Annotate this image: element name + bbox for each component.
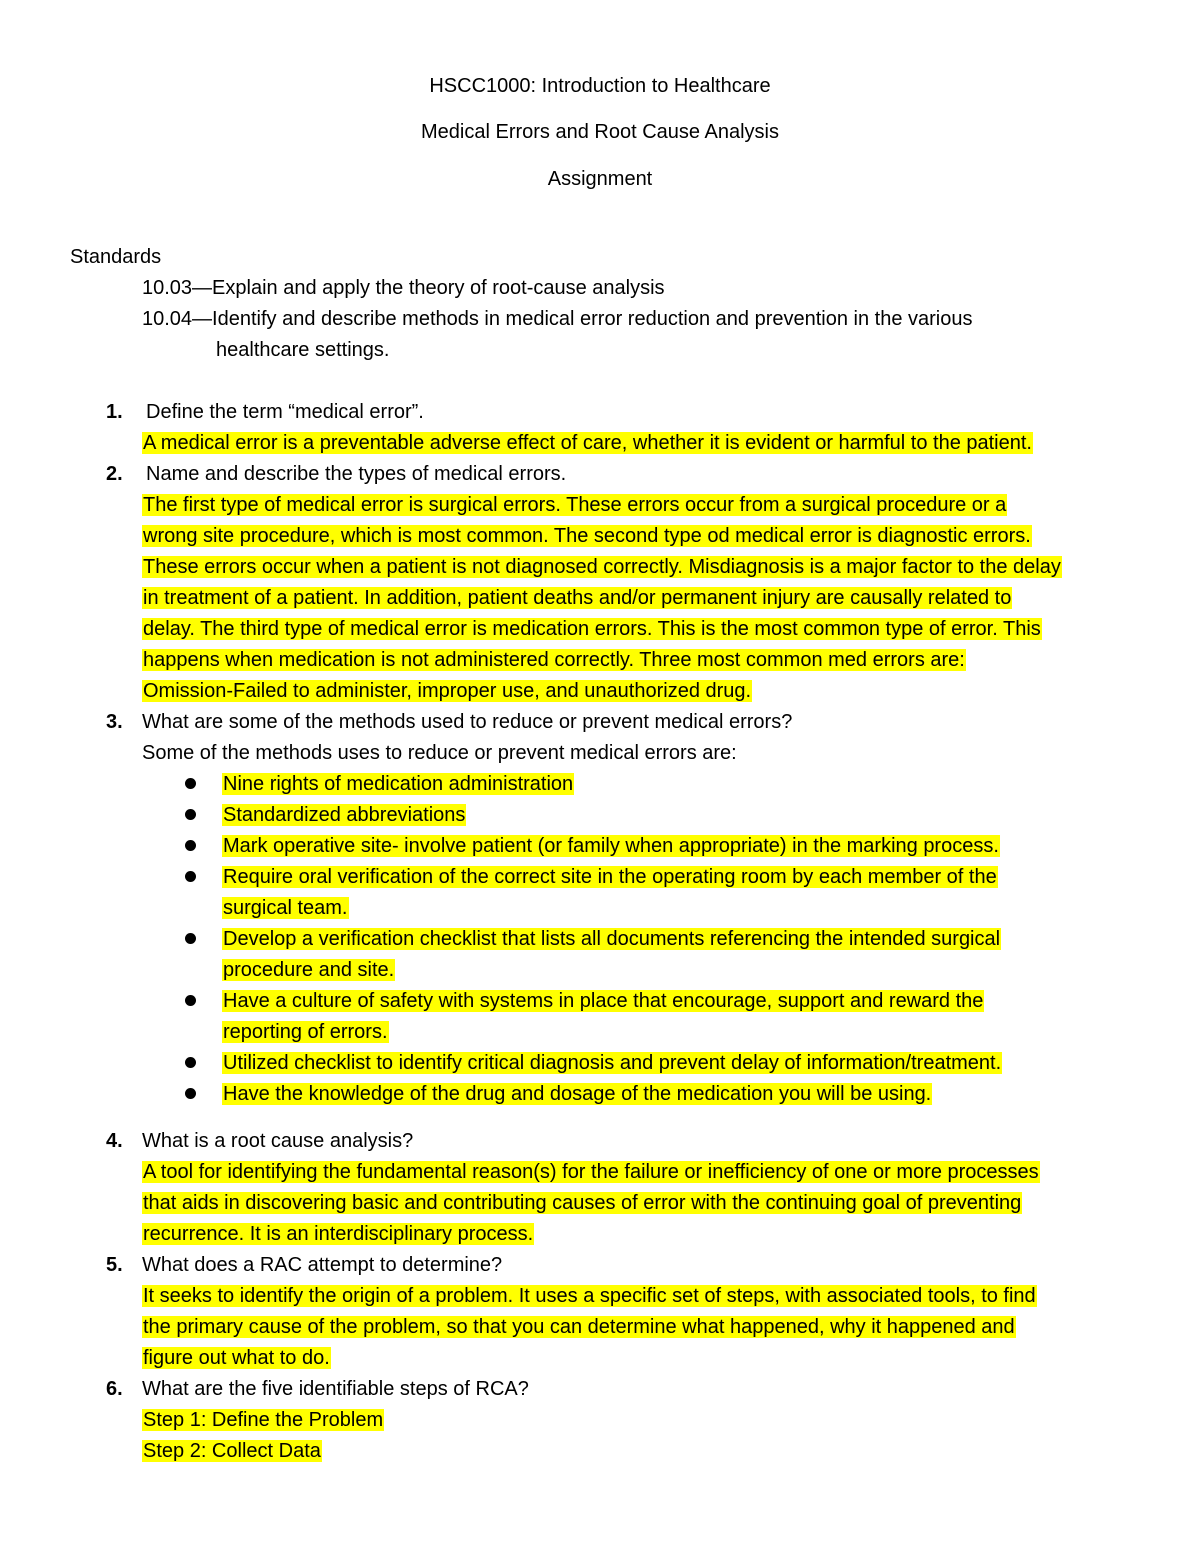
method-item: Develop a verification checklist that lists all documents referencing the intended surgical — [223, 928, 1001, 950]
question-4: What is a root cause analysis? — [142, 1130, 414, 1152]
question-3: What are some of the methods used to reduce or prevent medical errors? — [142, 711, 793, 733]
question-number: 5. — [106, 1254, 123, 1276]
answer-3-intro: Some of the methods uses to reduce or prevent medical errors are: — [142, 742, 737, 764]
question-number: 4. — [106, 1130, 123, 1152]
method-item: Standardized abbreviations — [223, 804, 466, 826]
question-2: Name and describe the types of medical errors. — [146, 463, 567, 485]
method-item: Have a culture of safety with systems in place that encourage, support and reward the — [223, 990, 984, 1012]
question-number: 3. — [106, 711, 123, 733]
standard-10-04: 10.04—Identify and describe methods in medical error reduction and prevention in the various — [142, 308, 973, 330]
bullet-icon — [185, 1057, 196, 1068]
standard-10-03: 10.03—Explain and apply the theory of root-cause analysis — [142, 277, 665, 299]
bullet-icon — [185, 995, 196, 1006]
method-item-continued: surgical team. — [223, 897, 348, 919]
document-topic: Medical Errors and Root Cause Analysis — [421, 121, 779, 143]
bullet-icon — [185, 840, 196, 851]
document-type: Assignment — [547, 168, 653, 190]
bullet-icon — [185, 809, 196, 820]
course-title: HSCC1000: Introduction to Healthcare — [429, 75, 771, 97]
method-item-continued: reporting of errors. — [223, 1021, 388, 1043]
question-1: Define the term “medical error”. — [146, 401, 424, 423]
answer-5-line: the primary cause of the problem, so that you can determine what happened, why it happened and — [143, 1316, 1015, 1338]
rca-step: Step 1: Define the Problem — [143, 1409, 384, 1431]
method-item: Utilized checklist to identify critical diagnosis and prevent delay of information/treatment. — [223, 1052, 1002, 1074]
question-number: 2. — [106, 463, 123, 485]
answer-4-line: A tool for identifying the fundamental reason(s) for the failure or inefficiency of one or more processes — [143, 1161, 1039, 1183]
answer-2-line: The first type of medical error is surgical errors. These errors occur from a surgical procedure or a — [143, 494, 1007, 516]
answer-4-line: recurrence. It is an interdisciplinary process. — [143, 1223, 534, 1245]
standard-10-04-continued: healthcare settings. — [216, 339, 390, 361]
answer-5-line: figure out what to do. — [143, 1347, 330, 1369]
answer-1: A medical error is a preventable adverse effect of care, whether it is evident or harmful to the patient. — [143, 432, 1032, 454]
answer-2-line: These errors occur when a patient is not diagnosed correctly. Misdiagnosis is a major factor to the delay — [143, 556, 1061, 578]
question-5: What does a RAC attempt to determine? — [142, 1254, 503, 1276]
answer-2-line: delay. The third type of medical error is medication errors. This is the most common type of error. This — [143, 618, 1041, 640]
bullet-icon — [185, 778, 196, 789]
bullet-icon — [185, 871, 196, 882]
method-item: Have the knowledge of the drug and dosage of the medication you will be using. — [223, 1083, 932, 1105]
bullet-icon — [185, 1088, 196, 1099]
answer-5-line: It seeks to identify the origin of a problem. It uses a specific set of steps, with associated tools, to find — [143, 1285, 1036, 1307]
standards-heading: Standards — [70, 246, 162, 268]
answer-4-line: that aids in discovering basic and contributing causes of error with the continuing goal of preventing — [143, 1192, 1022, 1214]
bullet-icon — [185, 933, 196, 944]
rca-step: Step 2: Collect Data — [143, 1440, 321, 1462]
answer-2-line: Omission-Failed to administer, improper use, and unauthorized drug. — [143, 680, 752, 702]
question-number: 1. — [106, 401, 123, 423]
method-item: Require oral verification of the correct site in the operating room by each member of the — [223, 866, 997, 888]
method-item-continued: procedure and site. — [223, 959, 395, 981]
answer-2-line: in treatment of a patient. In addition, patient deaths and/or permanent injury are causally related to — [143, 587, 1012, 609]
question-6: What are the five identifiable steps of RCA? — [142, 1378, 529, 1400]
question-number: 6. — [106, 1378, 123, 1400]
method-item: Nine rights of medication administration — [223, 773, 574, 795]
answer-2-line: happens when medication is not administered correctly. Three most common med errors are: — [143, 649, 965, 671]
method-item: Mark operative site- involve patient (or family when appropriate) in the marking process. — [223, 835, 999, 857]
answer-2-line: wrong site procedure, which is most common. The second type od medical error is diagnostic errors. — [143, 525, 1031, 547]
